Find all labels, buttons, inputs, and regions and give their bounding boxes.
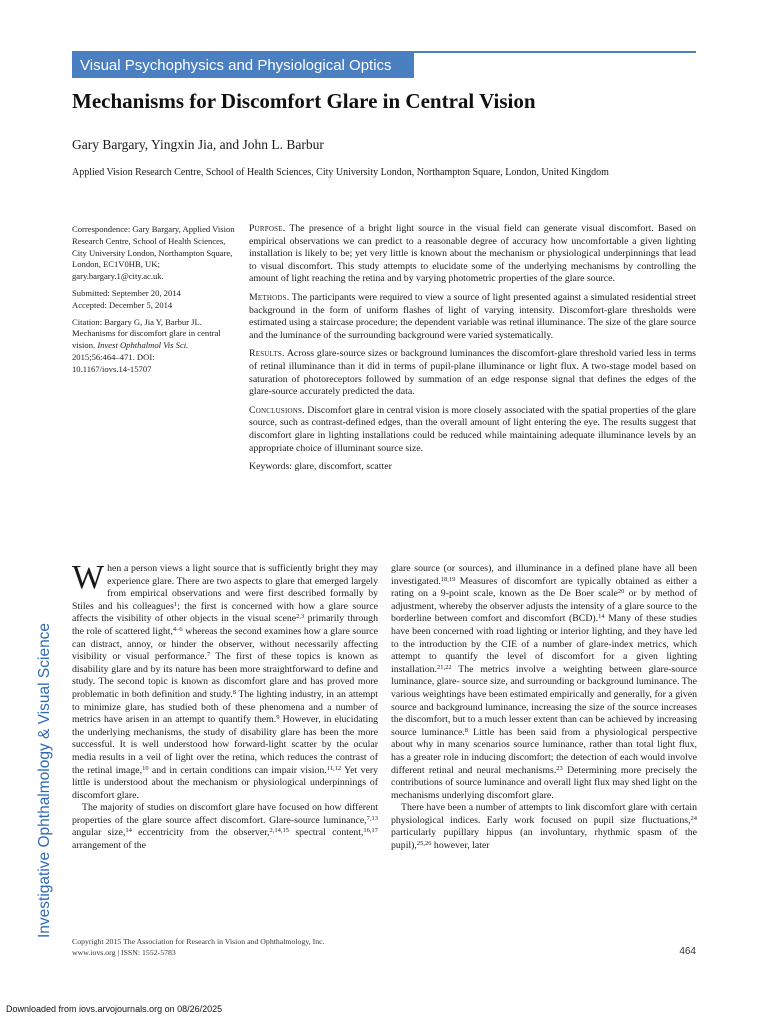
body-paragraph: glare source (or sources), and illuminance in a defined plane have all been investigated.$^{18,19}$ Measures of discomfort are typically obtained as either a rating on a 9-point scale, known as the De Boer scale$^{20}$ or by method of adjustment, whereby the observer adjusts the intensity of a glare source to the borderline between comfort and discomfort (BCD).$^{14}$ Many of these studies have been concerned with road lighting or interior lighting, and they have led to the introduction by the CIE of a number of glare-index metrics, which attempt to quantify the level of discomfort for a given lighting installation.$^{21,22}$ The metrics involve a weighting between glare-source luminance, glare- source size, and surrounding or background luminance. The various weightings have been estimated empirically and generally, for a given source and background luminance, increasing the size of the source increases the discomfort, but to a much lesser extent than can be achieved by increasing source luminance.$^8$ Little has been said from a physiological perspective about why in many scenarios source luminance, rather than total light flux, has a greater role in inducing discomfort; the detection of each would involve different retinal and neural mechanisms.$^{23}$ Determining more precisely the contributions of source luminance and overall light flux may shed light on the mechanisms underlying discomfort glare. (391, 563, 697, 801)
affiliation: Applied Vision Research Centre, School of Health Sciences, City University London, Northampton Square, London, United Kingdom (72, 167, 609, 178)
body-column-right (391, 563, 697, 853)
abstract-conclusions (249, 405, 696, 455)
keywords: Keywords: glare, discomfort, scatter (249, 461, 392, 473)
body-column-left (72, 559, 379, 853)
citation-ref[interactable]: 7 (206, 651, 211, 659)
citation-ref[interactable]: 2,3 (296, 613, 305, 621)
citation-ref[interactable]: 8 (232, 688, 236, 696)
citation-volume: 2015;56:464–471. DOI: (72, 351, 155, 362)
body-paragraph: There have been a number of attempts to link discomfort glare with certain physiological indices. Early work focused on pupil size fluctuations,$^{24}$ particularly pupillary hippus (an involuntary, rhythmic spasm of the pupil),$^{25,26}$ however, later (391, 802, 697, 852)
results-text: Across glare-source sizes or background luminances the discomfort-glare threshold varied less in terms of retinal illuminance than it did in terms of pupil-plane illuminance or light flux. A two-stage model based on saturation of photoreceptors followed by summation of an edge response signal that defines the edges of the glare-source accurately predicted the data. (249, 348, 696, 398)
citation-ref[interactable]: 25,26 (416, 840, 432, 848)
abstract-purpose (249, 223, 696, 286)
citation-ref[interactable]: 10 (142, 764, 149, 772)
citation-ref[interactable]: 4–6 (172, 625, 183, 633)
download-note: Downloaded from iovs.arvojournals.org on 08/26/2025 (6, 1004, 223, 1014)
body-paragraph: The majority of studies on discomfort glare have focused on how different properties of the glare source affect discomfort. Glare-source luminance,$^{7,13}$ angular size,$^{14}$ eccentricity from the observer,$^{2,14,15}$ spectral content,$^{16,17}$ arrangement of the (72, 802, 378, 852)
page-footer (72, 936, 472, 958)
citation-ref[interactable]: 9 (276, 714, 280, 722)
citation-ref[interactable]: 8 (464, 726, 469, 734)
correspondence: Correspondence: Gary Bargary, Applied Vision Research Centre, School of Health Sciences, City University London, Northampton Square, London, EC1V0HB, UK; gary.bargary.1@city.ac.uk. (72, 224, 235, 282)
article-title: Mechanisms for Discomfort Glare in Central Vision (72, 89, 536, 113)
citation (72, 317, 237, 376)
article-info-sidebar (72, 224, 237, 381)
abstract (249, 223, 696, 480)
results-heading: Results. (249, 348, 285, 360)
citation-ref[interactable]: 14 (598, 613, 605, 621)
citation-text: Citation: Bargary G, Jia Y, Barbur JL. Mechanisms for discomfort glare in central vision. (72, 316, 221, 351)
submitted-date: Submitted: September 20, 2014 (72, 287, 181, 298)
citation-ref[interactable]: 20 (617, 588, 625, 596)
page-number: 464 (679, 946, 696, 957)
citation-ref[interactable]: 7,13 (366, 814, 378, 822)
conclusions-text: Discomfort glare in central vision is more closely associated with the spatial properties of the glare source, such as contrast-defined edges, than the overall amount of light entering the eye. The results suggest that discomfort glare in lighting installations could be reduced while maintaining adequate illuminance levels by an appropriate choice of illuminant source size. (249, 404, 696, 454)
citation-ref[interactable]: 2,14,15 (269, 827, 290, 835)
citation-ref[interactable]: 23 (556, 764, 563, 772)
section-label: Visual Psychophysics and Physiological Optics (72, 53, 414, 78)
accepted-date: Accepted: December 5, 2014 (72, 299, 173, 310)
citation-journal: Invest Ophthalmol Vis Sci. (97, 340, 189, 351)
citation-ref[interactable]: 11,12 (326, 764, 342, 772)
citation-ref[interactable]: 16,17 (363, 827, 378, 835)
journal-name-vertical: Investigative Ophthalmology & Visual Science (36, 622, 53, 938)
citation-ref[interactable]: 18,19 (440, 575, 456, 583)
citation-ref[interactable]: 21,22 (437, 663, 452, 671)
conclusions-heading: Conclusions. (249, 404, 305, 416)
methods-heading: Methods. (249, 291, 290, 303)
abstract-methods (249, 292, 696, 342)
citation-ref[interactable]: 1 (173, 600, 178, 608)
purpose-heading: Purpose. (249, 223, 286, 234)
journal-site-line[interactable]: www.iovs.org | ISSN: 1552-5783 (72, 948, 176, 957)
author-list: Gary Bargary, Yingxin Jia, and John L. Barbur (72, 137, 324, 152)
doi-link[interactable]: 10.1167/iovs.14-15707 (72, 363, 152, 374)
purpose-text: The presence of a bright light source in the visual field can generate visual discomfort. Based on empirical observations we can predict to a reasonable degree of accuracy how uncomfortable a given lighting installation is likely to be; yet very little is known about the mechanism or physiological underpinnings that lead to visual discomfort. This study attempts to elucidate some of the underlying mechanisms by controlling the amount of light reaching the retina and by varying photometric properties of the glare source. (249, 223, 696, 285)
abstract-results (249, 348, 696, 398)
citation-ref[interactable]: 14 (125, 827, 132, 835)
copyright-line: Copyright 2015 The Association for Research in Vision and Ophthalmology, Inc. (72, 937, 325, 946)
body-paragraph: When a person views a light source that is sufficiently bright they may experience glare. There are two aspects to glare that emerged largely from empirical observations and were first described formally by Stiles and his colleagues$^1$; the first is concerned with how a glare source affects the visibility of other objects in the visual scene$^{2,3}$ primarily through the role of scattered light,$^{4-6}$ whereas the second examines how a glare source can distract, annoy, or hinder the observer, without necessarily affecting visibility or visual performance.$^7$ The first of these topics is known as disability glare and by its nature has been more straightforward to define and study. The second topic is known as discomfort glare and has proved more problematic in both definition and study.$^8$ The lighting industry, in an attempt to minimize glare, has studied both of these phenomena and a number of metrics have arisen in an attempt to quantify them.$^9$ However, in elucidating the underlying mechanisms, the study of disability glare has been the more successful. It is well understood how forward-light scatter by the ocular media results in a veil of light over the retina, which reduces the contrast of the retinal image,$^{10}$ and in certain conditions can impair vision.$^{11,12}$ Yet very little is understood about the mechanism or physiological underpinnings of discomfort glare. (72, 559, 379, 801)
methods-text: The participants were required to view a source of light presented against a simulated residential street background in the form of uniform flashes of light of varying intensity. Discomfort-glare thresholds were estimated using a staircase procedure; the dependent variable was retinal illuminance. The size of the glare source and the luminance of the surrounding background were varied systematically. (249, 291, 696, 341)
drop-cap: W (72, 559, 105, 596)
citation-ref[interactable]: 24 (690, 814, 697, 822)
